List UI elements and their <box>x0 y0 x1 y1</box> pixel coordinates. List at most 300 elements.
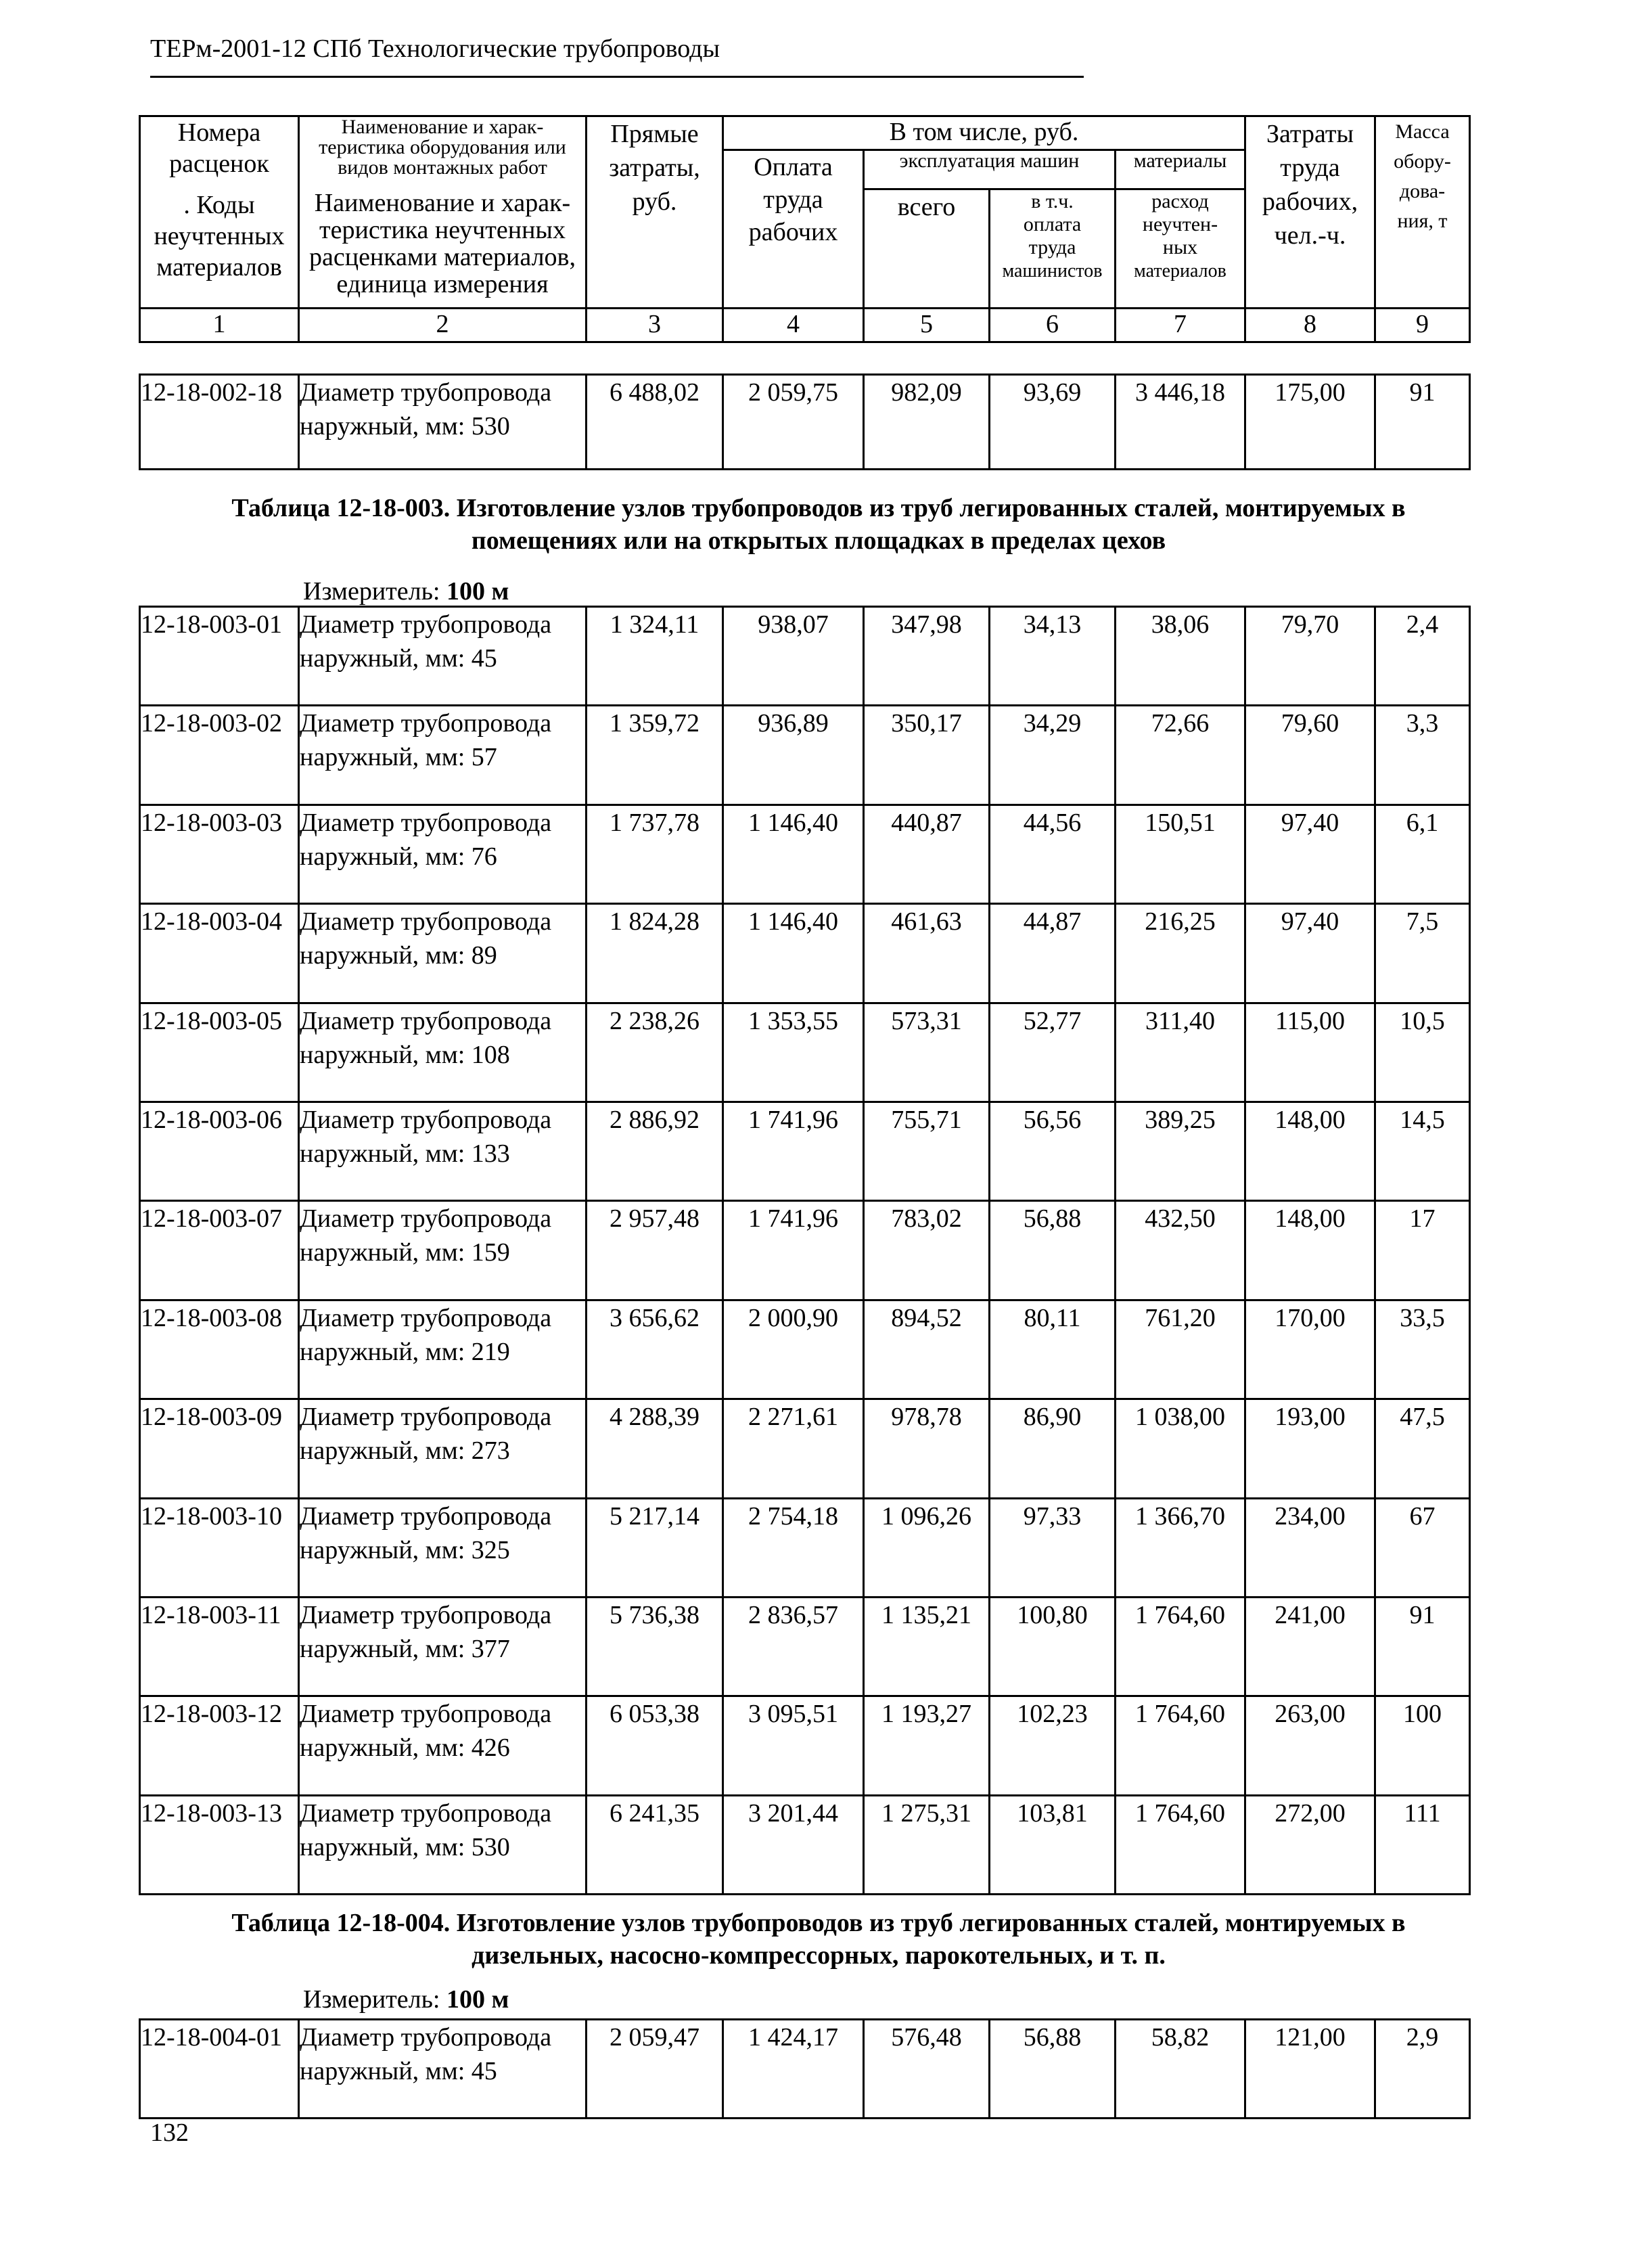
direct-cost-cell <box>587 1498 723 1597</box>
labor-hours-cell <box>1245 1696 1375 1795</box>
work-diameter-line: наружный, мм: 133 <box>300 1139 510 1168</box>
meter-value: 100 м <box>446 1985 509 2014</box>
table-row <box>140 1003 1470 1102</box>
work-name-line: Диаметр трубопровода <box>300 1303 552 1332</box>
labor-hours-cell <box>1245 706 1375 805</box>
work-diameter-line: наружный, мм: 108 <box>300 1040 510 1069</box>
mass-cell <box>1375 1399 1470 1498</box>
meter-value: 100 м <box>446 577 509 606</box>
work-name-cell <box>299 1003 587 1102</box>
materials-cell <box>1116 706 1245 805</box>
direct-cost-cell <box>587 1300 723 1399</box>
col-number-4: 4 <box>723 309 864 342</box>
direct-cost-cell <box>587 904 723 1003</box>
mass-cell <box>1375 1201 1470 1300</box>
cell-value: 100 <box>1403 1700 1442 1729</box>
table-003-body <box>140 607 1470 1895</box>
materials-cell <box>1116 1102 1245 1200</box>
cell-value: 115,00 <box>1275 1006 1346 1035</box>
cell-value: 121,00 <box>1275 2023 1346 2052</box>
materials-cell <box>1116 1597 1245 1696</box>
work-name-line: Диаметр трубопровода <box>300 1204 552 1233</box>
cell-value: 91 <box>1409 1600 1436 1629</box>
materials-cell <box>1116 1498 1245 1597</box>
cell-value: 234,00 <box>1275 1501 1346 1531</box>
col-head-codes: Номера расценок <box>140 116 299 189</box>
machine-labor-cell <box>990 805 1116 903</box>
work-name-line: Диаметр трубопровода <box>300 907 552 936</box>
table-004-caption-line1: Таблица 12-18-004. Изготовление узлов трубопроводов из труб легированных сталей, монтируемых в <box>231 1909 1406 1937</box>
direct-cost-cell <box>587 1399 723 1498</box>
cell-value: 1 146,40 <box>748 808 838 837</box>
cell-value: 1 135,21 <box>881 1600 971 1629</box>
work-name-cell <box>299 904 587 1003</box>
work-name-cell <box>299 805 587 903</box>
cell-value: 103,81 <box>1017 1798 1088 1828</box>
cell-value: 461,63 <box>891 907 962 936</box>
work-diameter-line: наружный, мм: 89 <box>300 941 497 970</box>
mass-cell <box>1375 1003 1470 1102</box>
labor-cost-cell <box>723 706 864 805</box>
cell-value: 241,00 <box>1275 1600 1346 1629</box>
header-rule <box>150 76 1084 78</box>
machine-total-cell <box>864 1201 990 1300</box>
table-row <box>140 1300 1470 1399</box>
machine-total-cell <box>864 1696 990 1795</box>
materials-cell <box>1116 2020 1245 2119</box>
cell-value: 894,52 <box>891 1303 962 1332</box>
table-row <box>140 1795 1470 1894</box>
machine-labor-cell <box>990 1003 1116 1102</box>
cell-value: 6 488,02 <box>610 378 699 407</box>
labor-hours-cell <box>1245 607 1375 706</box>
col-head-direct: Прямые затраты, руб. <box>587 116 723 309</box>
cell-value: 150,51 <box>1145 808 1216 837</box>
column-header-table <box>139 115 1471 343</box>
rate-code-cell: 12-18-003-12 <box>140 1696 299 1795</box>
cell-value: 432,50 <box>1145 1204 1216 1233</box>
cell-value: 56,56 <box>1023 1105 1082 1134</box>
machine-total-cell <box>864 1399 990 1498</box>
mass-cell <box>1375 2020 1470 2119</box>
mass-cell <box>1375 1102 1470 1200</box>
cell-value: 91 <box>1409 378 1436 407</box>
cell-value: 1 366,70 <box>1135 1501 1225 1531</box>
cell-value: 1 353,55 <box>748 1006 838 1035</box>
cell-value: 170,00 <box>1275 1303 1346 1332</box>
cell-value: 2 238,26 <box>610 1006 699 1035</box>
cell-value: 52,77 <box>1023 1006 1082 1035</box>
cell-value: 79,60 <box>1281 709 1339 738</box>
table-row <box>140 1696 1470 1795</box>
mass-cell <box>1375 375 1470 470</box>
cell-value: 175,00 <box>1275 378 1346 407</box>
cell-value: 3 656,62 <box>610 1303 699 1332</box>
labor-hours-cell <box>1245 1795 1375 1894</box>
col-head-hours: Затраты труда рабочих, чел.-ч. <box>1245 116 1375 309</box>
mass-cell <box>1375 607 1470 706</box>
work-name-cell <box>299 607 587 706</box>
rate-code-cell: 12-18-002-18 <box>140 375 299 470</box>
meter-label: Измеритель: <box>303 1985 440 2014</box>
work-diameter-line: наружный, мм: 45 <box>300 644 497 673</box>
cell-value: 6,1 <box>1406 808 1439 837</box>
machine-labor-cell <box>990 1795 1116 1894</box>
cell-value: 2 271,61 <box>748 1403 838 1432</box>
cell-value: 47,5 <box>1400 1403 1445 1432</box>
cell-value: 2 836,57 <box>748 1600 838 1629</box>
rate-code-cell: 12-18-003-07 <box>140 1201 299 1300</box>
page-header: ТЕРм-2001-12 СПб Технологические трубопроводы <box>150 35 720 63</box>
cell-value: 2,4 <box>1406 610 1439 639</box>
labor-hours-cell <box>1245 904 1375 1003</box>
labor-hours-cell <box>1245 1201 1375 1300</box>
table-row <box>140 375 1470 470</box>
work-name-line: Диаметр трубопровода <box>300 1006 552 1035</box>
rate-code-cell: 12-18-003-13 <box>140 1795 299 1894</box>
cell-value: 111 <box>1404 1798 1441 1828</box>
work-name-cell <box>299 2020 587 2119</box>
labor-cost-cell <box>723 2020 864 2119</box>
cell-value: 1 741,96 <box>748 1204 838 1233</box>
rate-code-cell: 12-18-004-01 <box>140 2020 299 2119</box>
cell-value: 5 217,14 <box>610 1501 699 1531</box>
machine-labor-cell <box>990 1201 1116 1300</box>
work-diameter-line: наружный, мм: 377 <box>300 1634 510 1663</box>
machine-total-cell <box>864 706 990 805</box>
machine-labor-cell <box>990 1102 1116 1200</box>
table-row <box>140 1102 1470 1200</box>
cell-value: 102,23 <box>1017 1700 1088 1729</box>
rate-code-cell: 12-18-003-08 <box>140 1300 299 1399</box>
col-head-machines: эксплуатация машин <box>864 150 1116 189</box>
work-name-cell <box>299 706 587 805</box>
machine-labor-cell <box>990 607 1116 706</box>
cell-value: 148,00 <box>1275 1105 1346 1134</box>
col-head-mach-total: всего <box>864 189 990 309</box>
mass-cell <box>1375 805 1470 903</box>
table-row <box>140 2020 1470 2119</box>
table-003 <box>139 606 1471 1895</box>
cell-value: 2 000,90 <box>748 1303 838 1332</box>
labor-hours-cell <box>1245 805 1375 903</box>
work-name-line: Диаметр трубопровода <box>300 2023 552 2052</box>
cell-value: 34,29 <box>1023 709 1082 738</box>
cell-value: 56,88 <box>1023 2023 1082 2052</box>
meter-label: Измеритель: <box>303 577 440 606</box>
table-row <box>140 607 1470 706</box>
rate-code-cell: 12-18-003-03 <box>140 805 299 903</box>
labor-cost-cell <box>723 1201 864 1300</box>
work-name-line: Диаметр трубопровода <box>300 1700 552 1729</box>
rate-code-cell: 12-18-003-04 <box>140 904 299 1003</box>
cell-value: 38,06 <box>1151 610 1210 639</box>
cell-value: 576,48 <box>891 2023 962 2052</box>
cell-value: 1 741,96 <box>748 1105 838 1134</box>
mass-cell <box>1375 1498 1470 1597</box>
work-diameter-line: наружный, мм: 426 <box>300 1734 510 1763</box>
work-name-line: Диаметр трубопровода <box>300 1501 552 1531</box>
direct-cost-cell <box>587 375 723 470</box>
cell-value: 2 957,48 <box>610 1204 699 1233</box>
cell-value: 97,40 <box>1281 907 1339 936</box>
cell-value: 5 736,38 <box>610 1600 699 1629</box>
materials-cell <box>1116 1696 1245 1795</box>
rate-code-cell: 12-18-003-11 <box>140 1597 299 1696</box>
table-004-body <box>140 2020 1470 2119</box>
cell-value: 1 737,78 <box>610 808 699 837</box>
cell-value: 79,70 <box>1281 610 1339 639</box>
cell-value: 67 <box>1409 1501 1436 1531</box>
cell-value: 755,71 <box>891 1105 962 1134</box>
cell-value: 44,87 <box>1023 907 1082 936</box>
cell-value: 2 886,92 <box>610 1105 699 1134</box>
direct-cost-cell <box>587 1696 723 1795</box>
table-row <box>140 706 1470 805</box>
col-number-2: 2 <box>299 309 587 342</box>
work-name-line: Диаметр трубопровода <box>300 378 552 407</box>
cell-value: 56,88 <box>1023 1204 1082 1233</box>
materials-cell <box>1116 1003 1245 1102</box>
labor-cost-cell <box>723 1399 864 1498</box>
work-diameter-line: наружный, мм: 273 <box>300 1436 510 1466</box>
machine-labor-cell <box>990 1399 1116 1498</box>
rate-code-cell: 12-18-003-05 <box>140 1003 299 1102</box>
labor-hours-cell <box>1245 1498 1375 1597</box>
machine-labor-cell <box>990 904 1116 1003</box>
cell-value: 350,17 <box>891 709 962 738</box>
labor-cost-cell <box>723 1102 864 1200</box>
labor-cost-cell <box>723 1003 864 1102</box>
direct-cost-cell <box>587 1795 723 1894</box>
cell-value: 216,25 <box>1145 907 1216 936</box>
cell-value: 1 096,26 <box>881 1501 971 1531</box>
machine-labor-cell <box>990 375 1116 470</box>
materials-cell <box>1116 904 1245 1003</box>
machine-labor-cell <box>990 1300 1116 1399</box>
labor-hours-cell <box>1245 1399 1375 1498</box>
work-diameter-line: наружный, мм: 530 <box>300 412 510 440</box>
cell-value: 100,80 <box>1017 1600 1088 1629</box>
cell-value: 2 059,47 <box>610 2023 699 2052</box>
mass-cell <box>1375 904 1470 1003</box>
direct-cost-cell <box>587 805 723 903</box>
cell-value: 347,98 <box>891 610 962 639</box>
cell-value: 440,87 <box>891 808 962 837</box>
work-name-line: Диаметр трубопровода <box>300 610 552 639</box>
materials-cell <box>1116 375 1245 470</box>
cell-value: 97,40 <box>1281 808 1339 837</box>
cell-value: 93,69 <box>1023 378 1082 407</box>
col-head-unaccounted-codes: . Коды неучтенных материалов <box>140 189 299 309</box>
cell-value: 1 146,40 <box>748 907 838 936</box>
mass-cell <box>1375 706 1470 805</box>
labor-cost-cell <box>723 607 864 706</box>
work-name-line: Диаметр трубопровода <box>300 808 552 837</box>
table-003-caption-line1: Таблица 12-18-003. Изготовление узлов трубопроводов из труб легированных сталей, монтируемых в <box>231 494 1406 522</box>
cell-value: 938,07 <box>758 610 829 639</box>
materials-cell <box>1116 607 1245 706</box>
cell-value: 33,5 <box>1400 1303 1445 1332</box>
machine-total-cell <box>864 607 990 706</box>
col-head-including: В том числе, руб. <box>723 116 1245 150</box>
work-diameter-line: наружный, мм: 530 <box>300 1832 510 1861</box>
cell-value: 936,89 <box>758 709 829 738</box>
table-row <box>140 805 1470 903</box>
cell-value: 389,25 <box>1145 1105 1216 1134</box>
materials-cell <box>1116 1201 1245 1300</box>
work-name-line: Диаметр трубопровода <box>300 1403 552 1432</box>
cell-value: 6 053,38 <box>610 1700 699 1729</box>
cell-value: 1 764,60 <box>1135 1700 1225 1729</box>
labor-cost-cell <box>723 1696 864 1795</box>
col-head-labor: Оплата труда рабочих <box>723 150 864 309</box>
mass-cell <box>1375 1597 1470 1696</box>
cell-value: 1 324,11 <box>610 610 699 639</box>
machine-total-cell <box>864 1597 990 1696</box>
cell-value: 982,09 <box>891 378 962 407</box>
table-003-caption-line2: помещениях или на открытых площадках в пределах цехов <box>471 526 1166 555</box>
machine-total-cell <box>864 805 990 903</box>
work-name-cell <box>299 1597 587 1696</box>
col-number-8: 8 <box>1245 309 1375 342</box>
table-prev-body <box>140 375 1470 470</box>
cell-value: 1 424,17 <box>748 2023 838 2052</box>
col-number-3: 3 <box>587 309 723 342</box>
machine-total-cell <box>864 1498 990 1597</box>
cell-value: 1 764,60 <box>1135 1798 1225 1828</box>
work-name-cell <box>299 1201 587 1300</box>
work-name-line: Диаметр трубопровода <box>300 709 552 738</box>
col-head-materials: расход неучтен- ных материалов <box>1116 189 1245 309</box>
rate-code-cell: 12-18-003-02 <box>140 706 299 805</box>
direct-cost-cell <box>587 1597 723 1696</box>
labor-cost-cell <box>723 1597 864 1696</box>
table-row <box>140 904 1470 1003</box>
cell-value: 1 193,27 <box>881 1700 971 1729</box>
labor-cost-cell <box>723 904 864 1003</box>
cell-value: 3 446,18 <box>1135 378 1225 407</box>
table-row <box>140 1597 1470 1696</box>
cell-value: 3 201,44 <box>748 1798 838 1828</box>
rate-code-cell: 12-18-003-10 <box>140 1498 299 1597</box>
machine-total-cell <box>864 1300 990 1399</box>
cell-value: 86,90 <box>1023 1403 1082 1432</box>
work-name-line: Диаметр трубопровода <box>300 1798 552 1828</box>
cell-value: 7,5 <box>1406 907 1439 936</box>
work-name-cell <box>299 1399 587 1498</box>
work-name-cell <box>299 1696 587 1795</box>
col-head-name: Наименование и харак- теристика оборудования или видов монтажных работ <box>299 116 587 189</box>
cell-value: 2,9 <box>1406 2023 1439 2052</box>
labor-hours-cell <box>1245 1597 1375 1696</box>
machine-labor-cell <box>990 1696 1116 1795</box>
col-head-mass: Масса обору- дова- ния, т <box>1375 116 1470 309</box>
cell-value: 148,00 <box>1275 1204 1346 1233</box>
table-004 <box>139 2018 1471 2119</box>
machine-labor-cell <box>990 706 1116 805</box>
cell-value: 2 059,75 <box>748 378 838 407</box>
machine-total-cell <box>864 904 990 1003</box>
work-diameter-line: наружный, мм: 57 <box>300 743 497 772</box>
work-name-cell <box>299 375 587 470</box>
labor-hours-cell <box>1245 375 1375 470</box>
cell-value: 761,20 <box>1145 1303 1216 1332</box>
labor-hours-cell <box>1245 1102 1375 1200</box>
cell-value: 6 241,35 <box>610 1798 699 1828</box>
direct-cost-cell <box>587 1102 723 1200</box>
mass-cell <box>1375 1696 1470 1795</box>
cell-value: 1 275,31 <box>881 1798 971 1828</box>
cell-value: 573,31 <box>891 1006 962 1035</box>
cell-value: 14,5 <box>1400 1105 1445 1134</box>
materials-cell <box>1116 805 1245 903</box>
labor-cost-cell <box>723 1795 864 1894</box>
cell-value: 10,5 <box>1400 1006 1445 1035</box>
cell-value: 193,00 <box>1275 1403 1346 1432</box>
page-number: 132 <box>150 2119 189 2147</box>
direct-cost-cell <box>587 607 723 706</box>
labor-hours-cell <box>1245 1003 1375 1102</box>
cell-value: 3 095,51 <box>748 1700 838 1729</box>
cell-value: 783,02 <box>891 1204 962 1233</box>
rate-code-cell: 12-18-003-01 <box>140 607 299 706</box>
cell-value: 17 <box>1409 1204 1436 1233</box>
work-name-cell <box>299 1300 587 1399</box>
cell-value: 80,11 <box>1024 1303 1081 1332</box>
col-number-7: 7 <box>1116 309 1245 342</box>
labor-hours-cell <box>1245 1300 1375 1399</box>
direct-cost-cell <box>587 1003 723 1102</box>
direct-cost-cell <box>587 1201 723 1300</box>
cell-value: 2 754,18 <box>748 1501 838 1531</box>
direct-cost-cell <box>587 706 723 805</box>
mass-cell <box>1375 1795 1470 1894</box>
table-row <box>140 1201 1470 1300</box>
cell-value: 1 824,28 <box>610 907 699 936</box>
work-diameter-line: наружный, мм: 76 <box>300 842 497 871</box>
work-diameter-line: наружный, мм: 159 <box>300 1238 510 1267</box>
labor-cost-cell <box>723 1300 864 1399</box>
machine-labor-cell <box>990 1597 1116 1696</box>
direct-cost-cell <box>587 2020 723 2119</box>
materials-cell <box>1116 1399 1245 1498</box>
work-name-cell <box>299 1102 587 1200</box>
machine-total-cell <box>864 1003 990 1102</box>
machine-total-cell <box>864 1102 990 1200</box>
cell-value: 311,40 <box>1145 1006 1216 1035</box>
table-row <box>140 1399 1470 1498</box>
machine-total-cell <box>864 1795 990 1894</box>
cell-value: 272,00 <box>1275 1798 1346 1828</box>
rate-code-cell: 12-18-003-06 <box>140 1102 299 1200</box>
mass-cell <box>1375 1300 1470 1399</box>
table-prev <box>139 373 1471 470</box>
cell-value: 3,3 <box>1406 709 1439 738</box>
cell-value: 263,00 <box>1275 1700 1346 1729</box>
cell-value: 58,82 <box>1151 2023 1210 2052</box>
machine-total-cell <box>864 375 990 470</box>
cell-value: 34,13 <box>1023 610 1082 639</box>
labor-cost-cell <box>723 1498 864 1597</box>
cell-value: 4 288,39 <box>610 1403 699 1432</box>
table-004-caption-line2: дизельных, насосно-компрессорных, парокотельных, и т. п. <box>472 1941 1166 1970</box>
labor-cost-cell <box>723 375 864 470</box>
col-head-materials-top: материалы <box>1116 150 1245 189</box>
work-diameter-line: наружный, мм: 219 <box>300 1337 510 1366</box>
cell-value: 978,78 <box>891 1403 962 1432</box>
work-diameter-line: наружный, мм: 325 <box>300 1535 510 1564</box>
